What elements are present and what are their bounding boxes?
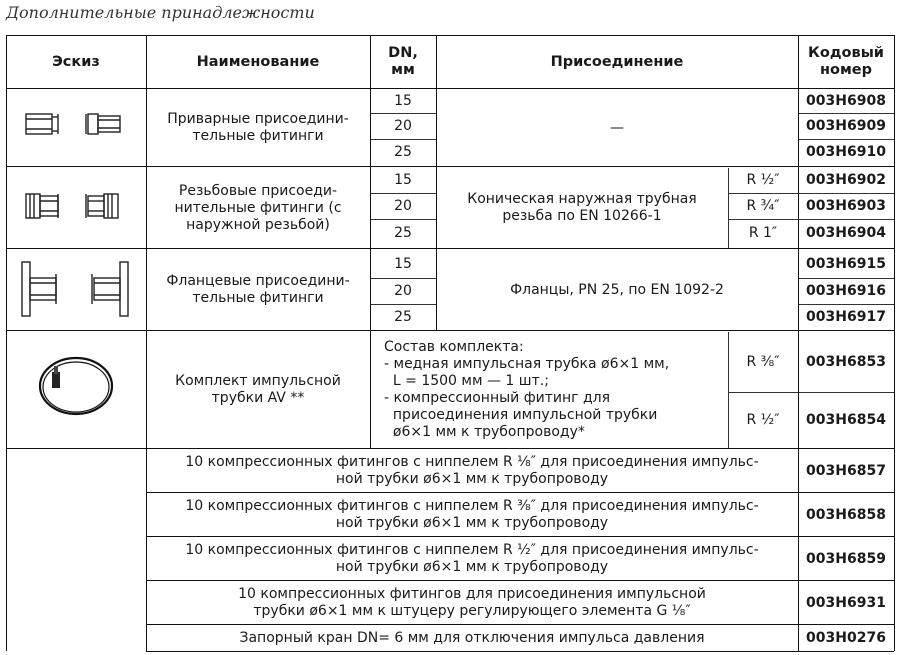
extra-text-line: 10 компрессионных фитингов с ниппелем R ⅛″ для присоединения импульс-	[185, 454, 759, 470]
code-003H6910: 003H6910	[806, 144, 886, 160]
extra-row-2-text	[146, 494, 798, 536]
rule	[798, 35, 799, 651]
rule	[146, 651, 894, 652]
thread-r-1: R 1″	[748, 225, 778, 241]
flanged-name: Фланцевые присоедини-тельные фитинги	[166, 273, 350, 306]
rule	[6, 88, 894, 89]
kit-line: L = 1500 мм — 1 шт.;	[384, 373, 549, 389]
code-003H0276: 003H0276	[806, 630, 886, 646]
rule	[728, 193, 894, 194]
rule	[370, 304, 436, 305]
rule	[146, 536, 894, 537]
extra-text-line: ной трубки ø6×1 мм к трубопроводу	[335, 515, 609, 531]
welded-dn-15: 15	[394, 93, 412, 109]
header-name: Наименование	[146, 36, 370, 88]
kit-line: присоединения импульсной трубки	[384, 407, 658, 423]
rule	[146, 35, 147, 651]
header-sketch: Эскиз	[6, 36, 146, 88]
code-003H6853: 003H6853	[806, 353, 886, 370]
rule	[146, 580, 894, 581]
rule	[6, 330, 894, 331]
welded-dn-25: 25	[394, 144, 412, 160]
impulse-kit-contents	[370, 332, 728, 448]
welded-dn-20: 20	[394, 117, 412, 134]
code-003H6915: 003H6915	[806, 255, 886, 272]
rule	[370, 139, 436, 140]
extra-row-1-text	[146, 450, 798, 492]
rule	[728, 332, 729, 448]
extra-text-line: трубки ø6×1 мм к штуцеру регулирующего элемента G ⅛″	[253, 603, 691, 619]
header-dn: DN, мм	[370, 36, 436, 88]
threaded-fitting-sketch-icon	[20, 182, 130, 234]
rule	[6, 35, 7, 651]
welded-connection: —	[610, 119, 624, 136]
extra-text-line: 10 компрессионных фитингов с ниппелем R ½″ для присоединения импульс-	[185, 542, 759, 558]
kit-line: - медная импульсная трубка ø6×1 мм,	[384, 356, 670, 372]
code-003H6916: 003H6916	[806, 282, 886, 299]
rule	[798, 139, 894, 140]
threaded-connection: Коническая наружная трубная резьба по EN 10266-1	[467, 191, 697, 224]
page-title: Дополнительные принадлежности	[6, 3, 315, 22]
rule	[728, 219, 894, 220]
extra-row-3-text	[146, 538, 798, 580]
rule	[6, 35, 894, 36]
impulse-name: Комплект импульсной трубки AV **	[175, 373, 341, 406]
header-connection: Присоединение	[436, 36, 798, 88]
threaded-dn-25: 25	[394, 225, 412, 241]
flanged-dn-20: 20	[394, 282, 412, 299]
code-003H6859: 003H6859	[806, 550, 886, 567]
code-003H6917: 003H6917	[806, 308, 886, 325]
flanged-fitting-sketch-icon	[16, 256, 134, 322]
rule	[370, 35, 371, 448]
code-003H6854: 003H6854	[806, 411, 886, 428]
flanged-connection: Фланцы, PN 25, по EN 1092-2	[510, 281, 724, 298]
code-003H6858: 003H6858	[806, 506, 886, 523]
rule	[370, 278, 436, 279]
rule	[894, 35, 895, 651]
rule	[436, 35, 437, 330]
welded-name: Приварные присоедини-тельные фитинги	[167, 111, 349, 144]
kit-line: - компрессионный фитинг для	[384, 390, 611, 406]
header-code: Кодовый номер	[798, 36, 894, 88]
rule	[370, 193, 436, 194]
welded-fitting-sketch-icon	[20, 100, 130, 152]
rule	[798, 113, 894, 114]
flanged-dn-15: 15	[394, 255, 412, 272]
code-003H6903: 003H6903	[806, 197, 886, 214]
kit-line: ø6×1 мм к трубопроводу*	[384, 424, 585, 440]
thread-r-three-quarter: R ¾″	[746, 197, 780, 214]
extra-text-line: ной трубки ø6×1 мм к трубопроводу	[335, 559, 609, 575]
rule	[798, 304, 894, 305]
rule	[728, 168, 729, 248]
rule	[798, 278, 894, 279]
thread-r-half-impulse: R ½″	[746, 411, 780, 428]
extra-text-line: ной трубки ø6×1 мм к трубопроводу	[335, 471, 609, 487]
code-003H6904: 003H6904	[806, 225, 886, 241]
thread-r-three-eighths: R ⅜″	[746, 353, 780, 370]
kit-line: Состав комплекта:	[384, 339, 524, 355]
rule	[146, 624, 894, 625]
rule	[6, 166, 894, 167]
impulse-tube-sketch-icon	[30, 346, 120, 426]
threaded-dn-20: 20	[394, 197, 412, 214]
rule	[6, 248, 894, 249]
rule	[728, 392, 894, 393]
rule	[370, 113, 436, 114]
extra-row-5-text: Запорный кран DN= 6 мм для отключения импульса давления	[239, 630, 705, 646]
rule	[6, 448, 894, 449]
extra-text-line: 10 компрессионных фитингов для присоединения импульсной	[238, 586, 706, 602]
rule	[370, 219, 436, 220]
code-003H6908: 003H6908	[806, 93, 886, 109]
code-003H6931: 003H6931	[806, 594, 886, 611]
flanged-dn-25: 25	[394, 308, 412, 325]
threaded-name: Резьбовые присоеди-нительные фитинги (с наружной резьбой)	[174, 182, 342, 233]
code-003H6902: 003H6902	[806, 172, 886, 188]
extra-text-line: 10 компрессионных фитингов с ниппелем R ⅜″ для присоединения импульс-	[185, 498, 759, 514]
code-003H6857: 003H6857	[806, 462, 886, 479]
extra-row-4-text	[146, 582, 798, 624]
thread-r-half: R ½″	[746, 172, 780, 188]
threaded-dn-15: 15	[394, 172, 412, 188]
rule	[146, 492, 894, 493]
code-003H6909: 003H6909	[806, 117, 886, 134]
